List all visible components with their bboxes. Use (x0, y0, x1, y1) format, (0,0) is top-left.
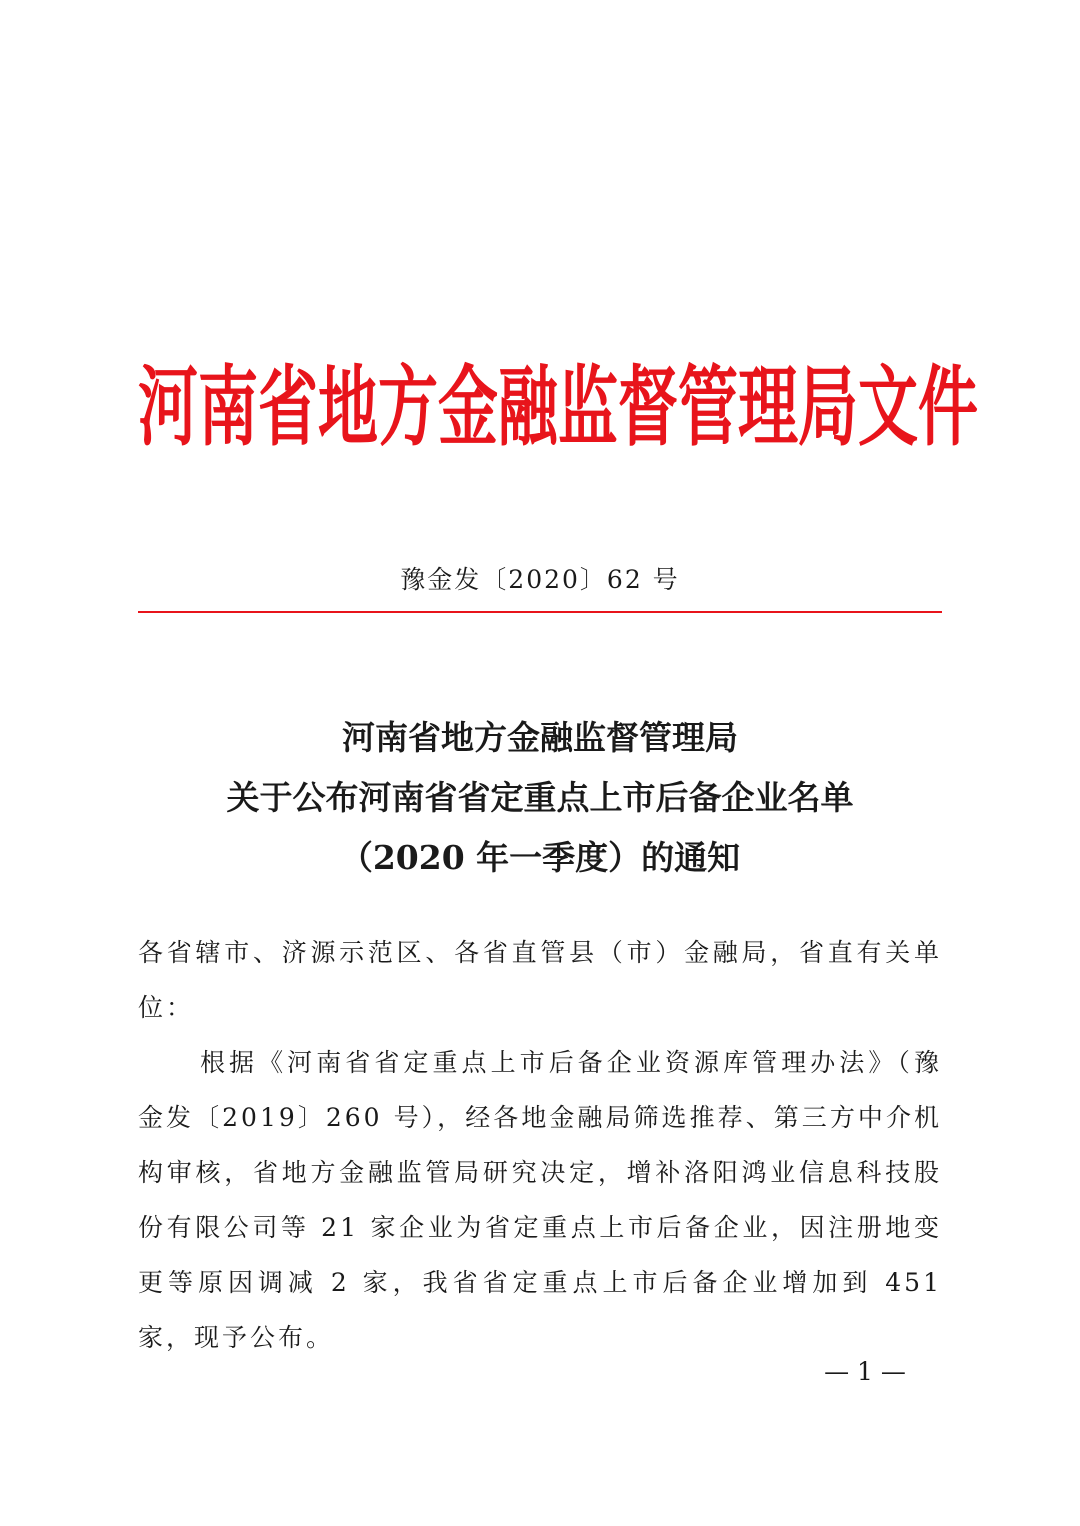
page-number: — 1 — (824, 1357, 906, 1386)
subject-line-1: 河南省地方金融监督管理局 (342, 718, 738, 757)
issuer-title: 河南省地方金融监督管理局文件 (138, 357, 978, 459)
subject-line-2: 关于公布河南省省定重点上市后备企业名单 (226, 778, 854, 817)
body-paragraph: 根据《河南省省定重点上市后备企业资源库管理办法》（豫金发〔2019〕260 号），经各地金融局筛选推荐、第三方中介机构审核，省地方金融监管局研究决定，增补洛阳鸿业信息科技股份有限公司等 21 家企业为省定重点上市后备企业，因注册地变更等原因调减 2 家，我省省定重点上市后备企业增加到 451 家，现予公布。 (138, 1048, 942, 1352)
notice-body (138, 925, 942, 1365)
subject-line-3: （2020 年一季度）的通知 (339, 838, 741, 877)
notice-subject (138, 708, 942, 888)
document-number: 豫金发〔2020〕62 号 (400, 565, 680, 594)
addressee: 各省辖市、济源示范区、各省直管县（市）金融局，省直有关单位： (138, 938, 942, 1022)
red-separator-line (138, 611, 942, 613)
